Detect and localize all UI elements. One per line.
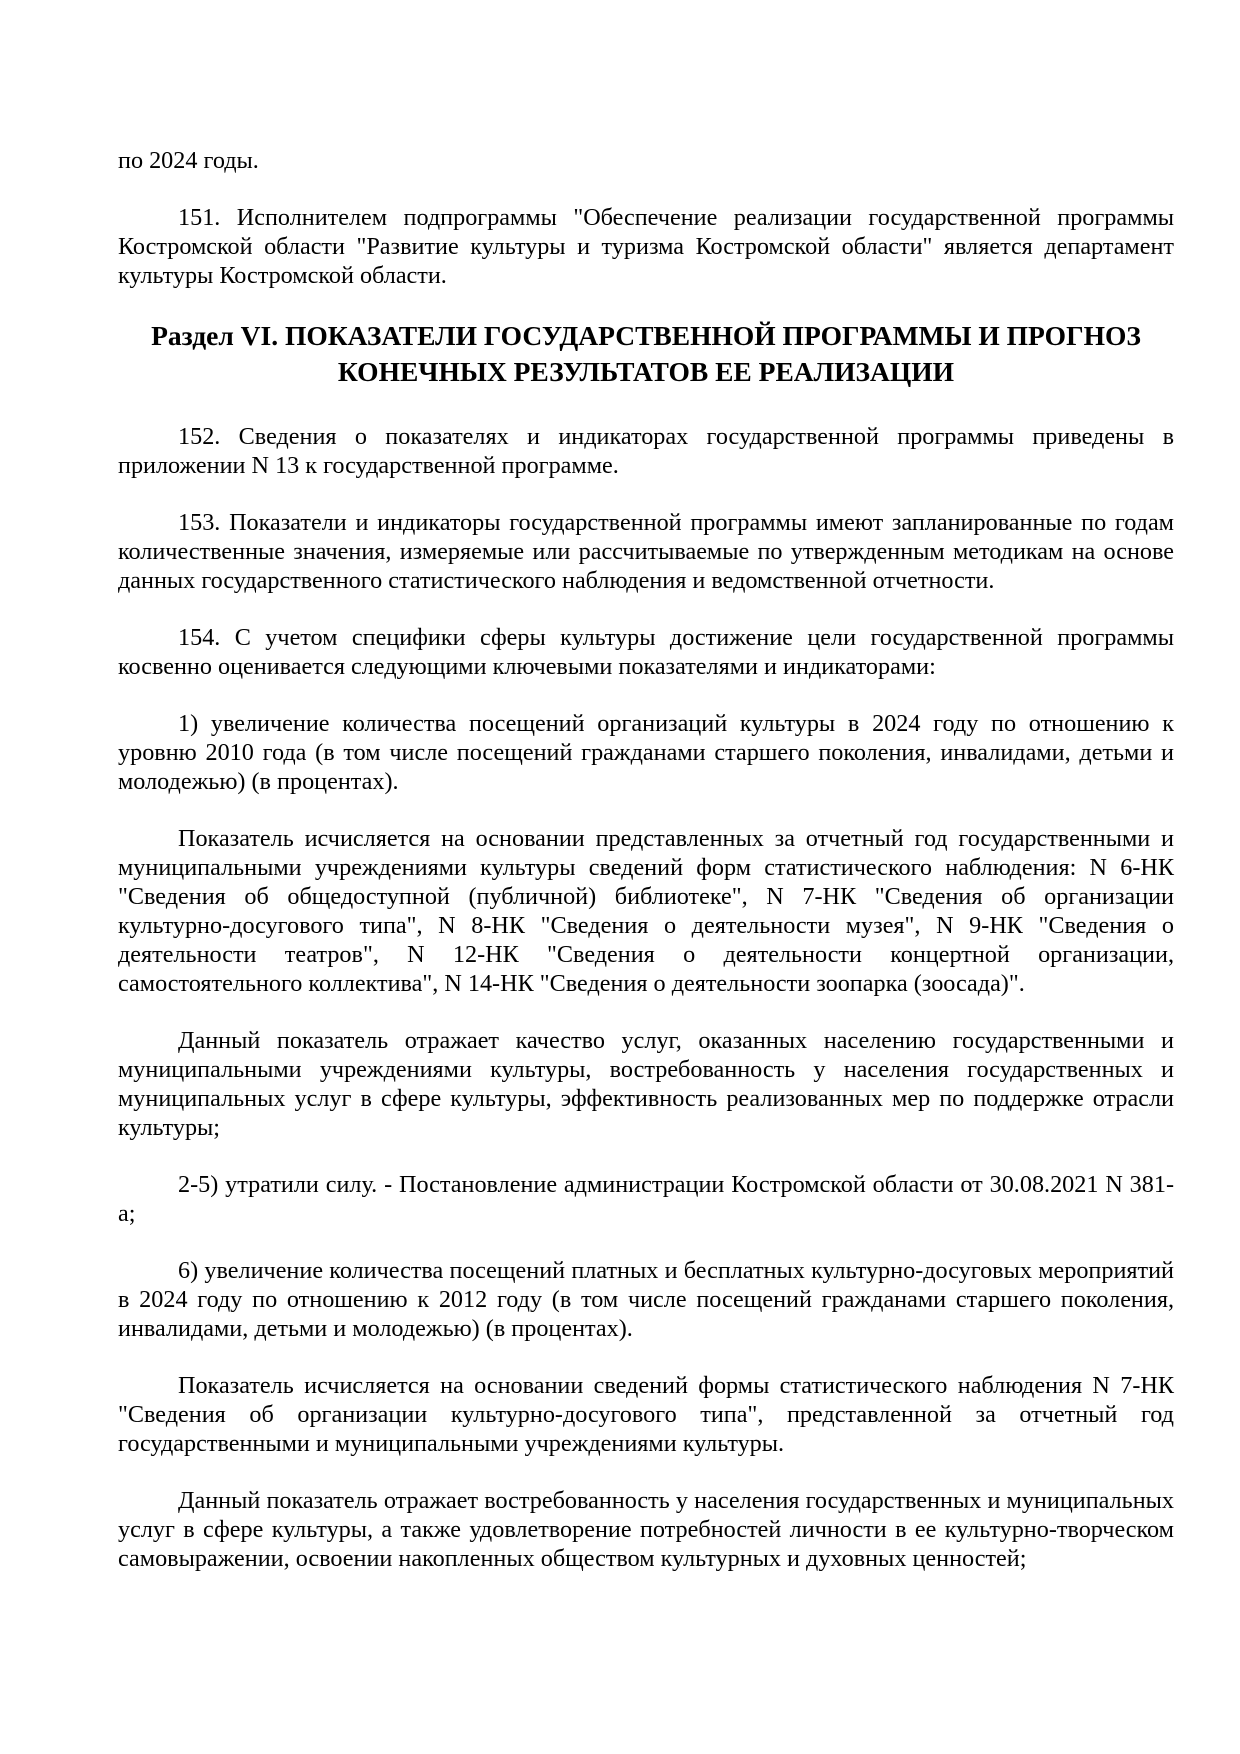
- paragraph-153: 153. Показатели и индикаторы государственной программы имеют запланированные по годам количественные значения, измеряемые или рассчитываемые по утвержденным методикам на основе данных государственного статистического наблюдения и ведомственной отчетности.: [118, 509, 1174, 594]
- paragraph-152: 152. Сведения о показателях и индикаторах государственной программы приведены в приложении N 13 к государственной программе.: [118, 423, 1174, 479]
- list-item-1-method: Показатель исчисляется на основании представленных за отчетный год государственными и муниципальными учреждениями культуры сведений форм статистического наблюдения: N 6-НК "Сведения об общедоступной (публичной) библиотеке", N 7-НК "Сведения об организации культурно-досугового типа", N 8-НК "Сведения о деятельности музея", N 9-НК "Сведения о деятельности театров", N 12-НК "Сведения о деятельности концертной организации, самостоятельного коллектива", N 14-НК "Сведения о деятельности зоопарка (зоосада)".: [118, 825, 1174, 997]
- list-item-1: 1) увеличение количества посещений организаций культуры в 2024 году по отношению к уровню 2010 года (в том числе посещений гражданами старшего поколения, инвалидами, детьми и молодежью) (в процентах).: [118, 710, 1174, 795]
- paragraph-154: 154. С учетом специфики сферы культуры достижение цели государственной программы косвенно оценивается следующими ключевыми показателями и индикаторами:: [118, 624, 1174, 680]
- paragraph-151: 151. Исполнителем подпрограммы "Обеспечение реализации государственной программы Костромской области "Развитие культуры и туризма Костромской области" является департамент культуры Костромской области.: [118, 204, 1174, 289]
- section-heading: Раздел VI. ПОКАЗАТЕЛИ ГОСУДАРСТВЕННОЙ ПРОГРАММЫ И ПРОГНОЗ КОНЕЧНЫХ РЕЗУЛЬТАТОВ ЕЕ РЕАЛИЗАЦИИ: [151, 320, 1141, 387]
- document-page: [118, 146, 1174, 1601]
- list-item-6-method: Показатель исчисляется на основании сведений формы статистического наблюдения N 7-НК "Сведения об организации культурно-досугового типа", представленной за отчетный год государственными и муниципальными учреждениями культуры.: [118, 1372, 1174, 1457]
- list-item-6: 6) увеличение количества посещений платных и бесплатных культурно-досуговых мероприятий в 2024 году по отношению к 2012 году (в том числе посещений гражданами старшего поколения, инвалидами, детьми и молодежью) (в процентах).: [118, 1257, 1174, 1342]
- list-items-2-5: 2-5) утратили силу. - Постановление администрации Костромской области от 30.08.2021 N 381-а;: [118, 1171, 1174, 1227]
- list-item-1-meaning: Данный показатель отражает качество услуг, оказанных населению государственными и муниципальными учреждениями культуры, востребованность у населения государственных и муниципальных услуг в сфере культуры, эффективность реализованных мер по поддержке отрасли культуры;: [118, 1027, 1174, 1141]
- intro-line: по 2024 годы.: [118, 147, 259, 174]
- list-item-6-meaning: Данный показатель отражает востребованность у населения государственных и муниципальных услуг в сфере культуры, а также удовлетворение потребностей личности в ее культурно-творческом самовыражении, освоении накопленных обществом культурных и духовных ценностей;: [118, 1487, 1174, 1572]
